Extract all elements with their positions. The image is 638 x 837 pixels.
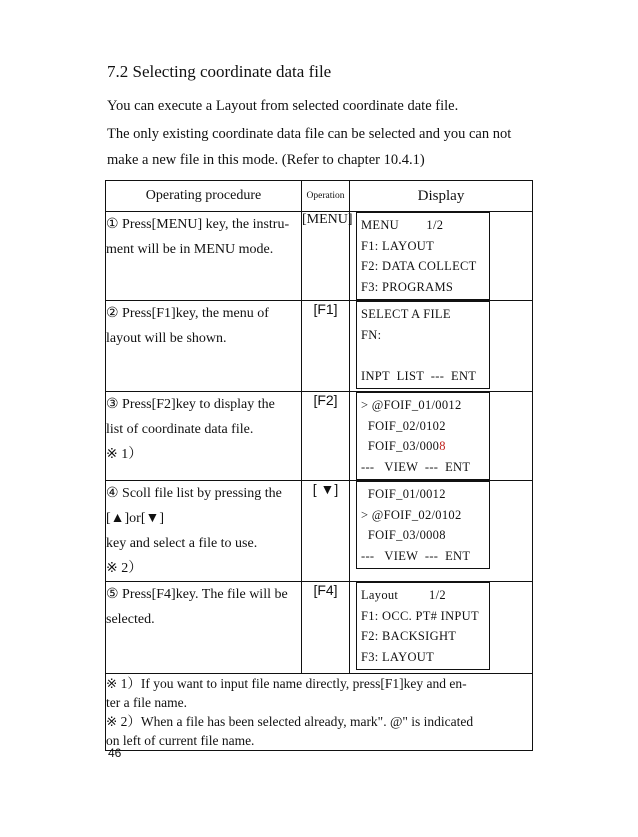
note-line: ter a file name. xyxy=(106,695,187,710)
screen-line: --- VIEW --- ENT xyxy=(361,548,471,563)
procedure-line: key and select a file to use. xyxy=(106,536,258,551)
table-row xyxy=(106,481,533,582)
procedure-line: list of coordinate data file. xyxy=(106,422,254,437)
screen-line: FOIF_02/0102 xyxy=(361,418,446,433)
procedure-line: ⑤ Press[F4]key. The file will be xyxy=(106,587,288,602)
operation-key-menu: [MENU] xyxy=(302,212,350,301)
procedure-cell xyxy=(106,582,302,674)
operation-key-f2: [F2] xyxy=(302,392,350,481)
screen-line: > @FOIF_01/0012 xyxy=(361,398,462,412)
procedure-cell xyxy=(106,301,302,392)
screen-line xyxy=(361,436,489,457)
section-title: 7.2 Selecting coordinate data file xyxy=(107,62,332,81)
screen-line: F3: LAYOUT xyxy=(361,649,435,664)
screen-line: F3: PROGRAMS xyxy=(361,279,454,294)
screen-line: INPT LIST --- ENT xyxy=(361,368,477,383)
lcd-screen xyxy=(356,301,490,389)
table-header-row xyxy=(106,181,533,212)
operation-key-f1: [F1] xyxy=(302,301,350,392)
procedure-line: ment will be in MENU mode. xyxy=(106,242,274,257)
header-operation: Operation xyxy=(302,181,350,212)
screen-line: F2: BACKSIGHT xyxy=(361,629,457,643)
header-display: Display xyxy=(350,181,533,212)
screen-line: --- VIEW --- ENT xyxy=(361,459,471,474)
display-cell xyxy=(350,481,533,582)
procedure-line: layout will be shown. xyxy=(106,331,227,346)
lcd-screen xyxy=(356,392,490,480)
lcd-screen xyxy=(356,212,490,300)
note-line: ※ 2）When a file has been selected already, mark". @" is indicated xyxy=(106,714,474,729)
table-row xyxy=(106,301,533,392)
screen-line: SELECT A FILE xyxy=(361,307,451,321)
page-number: 46 xyxy=(108,746,122,760)
notes-cell xyxy=(106,674,533,751)
display-cell xyxy=(350,392,533,481)
operation-key-f4: [F4] xyxy=(302,582,350,674)
screen-line xyxy=(361,345,489,366)
highlighted-digit: 8 xyxy=(439,439,446,453)
procedure-cell xyxy=(106,481,302,582)
screen-line: F1: LAYOUT xyxy=(361,238,435,253)
lcd-screen xyxy=(356,481,490,569)
note-line: ※ 1）If you want to input file name directly, press[F1]key and en- xyxy=(106,676,467,691)
intro-paragraph-line-1: You can execute a Layout from selected coordinate date file. xyxy=(107,98,459,114)
procedure-line: ※ 1） xyxy=(106,447,143,462)
screen-line: FN: xyxy=(361,327,382,342)
screen-line: F1: OCC. PT# INPUT xyxy=(361,608,479,623)
screen-line: F2: DATA COLLECT xyxy=(361,259,477,273)
procedure-line: ※ 2） xyxy=(106,561,143,576)
display-cell xyxy=(350,301,533,392)
procedure-table xyxy=(105,180,533,751)
procedure-cell xyxy=(106,212,302,301)
procedure-line: ④ Scoll file list by pressing the xyxy=(106,486,282,501)
screen-line: Layout 1/2 xyxy=(361,588,446,602)
procedure-line: selected. xyxy=(106,612,155,627)
procedure-line: ③ Press[F2]key to display the xyxy=(106,397,275,412)
display-cell xyxy=(350,582,533,674)
table-row xyxy=(106,212,533,301)
screen-line: FOIF_01/0012 xyxy=(361,487,446,501)
screen-line: > @FOIF_02/0102 xyxy=(361,507,462,522)
header-operating-procedure: Operating procedure xyxy=(106,181,302,212)
intro-paragraph-line-3: make a new file in this mode. (Refer to chapter 10.4.1) xyxy=(107,152,425,168)
file-name-text: FOIF_03/000 xyxy=(361,439,440,453)
procedure-line: ① Press[MENU] key, the instru- xyxy=(106,217,290,232)
operation-key-down-arrow: [ ▼] xyxy=(302,481,350,582)
lcd-screen xyxy=(356,582,490,670)
note-line: on left of current file name. xyxy=(106,733,255,748)
display-cell xyxy=(350,212,533,301)
screen-line: FOIF_03/0008 xyxy=(361,528,446,542)
procedure-line: ② Press[F1]key, the menu of xyxy=(106,306,269,321)
screen-line: MENU 1/2 xyxy=(361,218,444,232)
notes-row xyxy=(106,674,533,751)
procedure-cell xyxy=(106,392,302,481)
table-row xyxy=(106,392,533,481)
procedure-line: [▲]or[▼] xyxy=(106,511,165,526)
intro-paragraph-line-2: The only existing coordinate data file can be selected and you can not xyxy=(107,126,512,142)
table-row xyxy=(106,582,533,674)
